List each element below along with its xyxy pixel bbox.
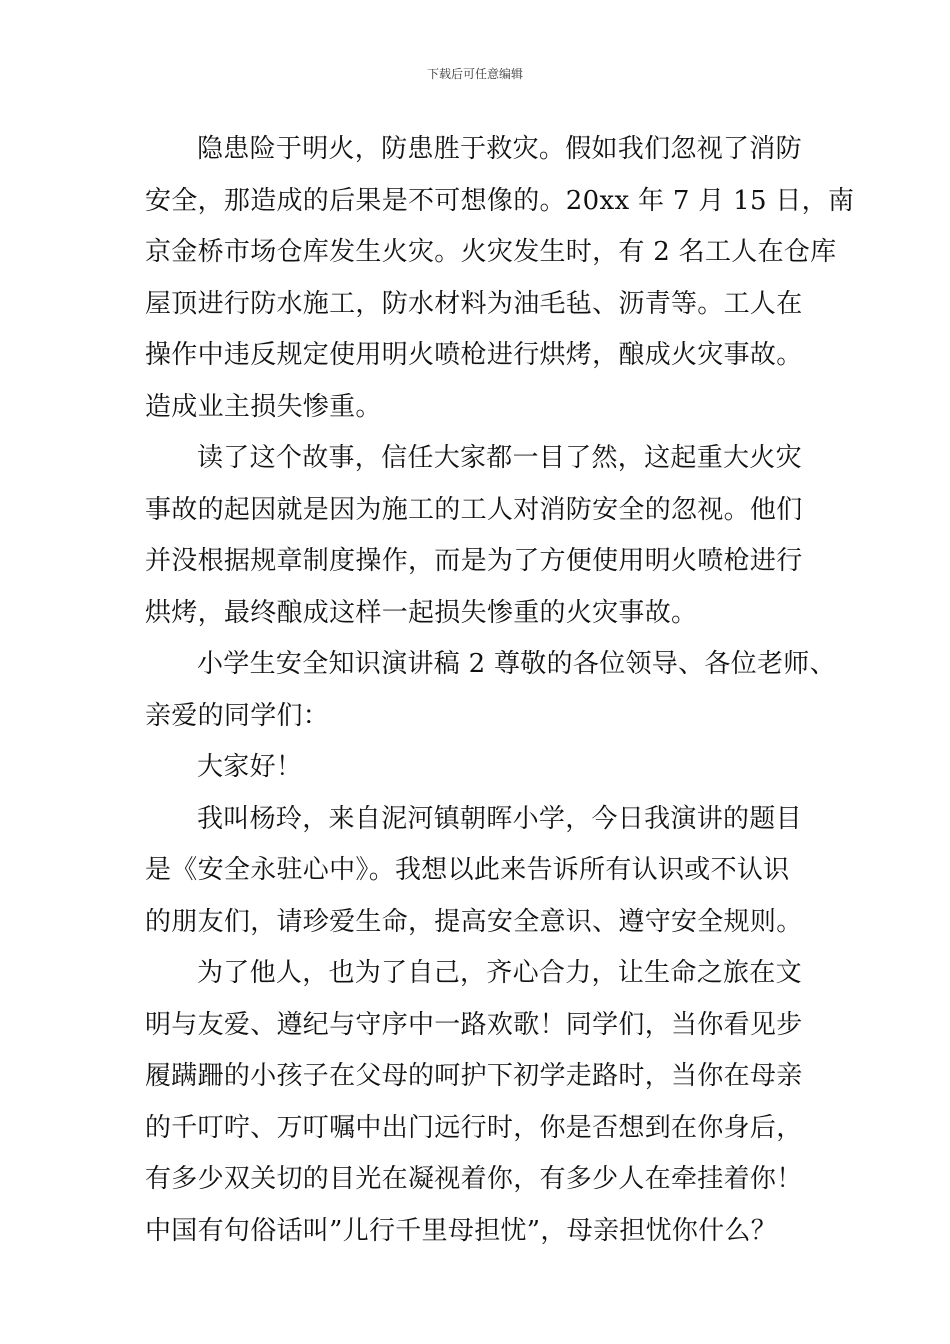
text-line: 中国有句俗话叫”儿行千里母担忧”，母亲担忧你什么？ [145, 1215, 778, 1246]
text-line: 屋顶进行防水施工，防水材料为油毛毡、沥青等。工人在 [145, 288, 803, 319]
text-line: 事故的起因就是因为施工的工人对消防安全的忽视。他们 [145, 494, 803, 525]
text-line: 大家好！ [197, 752, 303, 782]
paragraph-story-analysis [145, 433, 811, 639]
text-line: 为了他人，也为了自己，齐心合力，让生命之旅在文 [197, 958, 802, 988]
page-header: 下载后可任意编辑 [426, 67, 523, 81]
text-line: 操作中违反规定使用明火喷枪进行烘烤，酿成火灾事故。 [145, 340, 803, 370]
text-line: 的朋友们，请珍爱生命，提高安全意识、遵守安全规则。 [145, 906, 803, 937]
paragraph-fire-incident [145, 124, 855, 433]
text-line: 有多少双关切的目光在凝视着你，有多少人在牵挂着你！ [145, 1164, 803, 1194]
paragraph-speech-title [145, 639, 836, 742]
text-line: 履蹒跚的小孩子在父母的呵护下初学走路时，当你在母亲 [145, 1061, 803, 1091]
document-body [145, 124, 855, 1257]
text-line: 是《安全永驻心中》。我想以此来告诉所有认识或不认识 [145, 855, 790, 885]
text-line: 并没根据规章制度操作，而是为了方便使用明火喷枪进行 [145, 546, 803, 576]
text-line: 京金桥市场仓库发生火灾。火灾发生时，有 2 名工人在仓库 [145, 237, 837, 267]
paragraph-greeting [145, 742, 811, 794]
text-line: 明与友爱、遵纪与守序中一路欢歌！同学们，当你看见步 [145, 1009, 803, 1040]
text-line: 造成业主损失惨重。 [145, 391, 382, 422]
text-line: 的千叮咛、万叮嘱中出门远行时，你是否想到在你身后， [145, 1112, 803, 1143]
paragraph-introduction [145, 794, 811, 949]
text-line: 我叫杨玲，来自泥河镇朝晖小学，今日我演讲的题目 [197, 803, 802, 834]
paragraph-appeal [145, 948, 811, 1257]
text-line: 安全，那造成的后果是不可想像的。20xx 年 7 月 15 日，南 [145, 185, 855, 216]
text-line: 烘烤，最终酿成这样一起损失惨重的火灾事故。 [145, 597, 698, 628]
text-line: 隐患险于明火，防患胜于救灾。假如我们忽视了消防 [197, 134, 802, 164]
text-line: 亲爱的同学们： [145, 700, 330, 731]
text-line: 小学生安全知识演讲稿 2 尊敬的各位领导、各位老师、 [197, 649, 836, 679]
text-line: 读了这个故事，信任大家都一目了然，这起重大火灾 [197, 443, 802, 473]
